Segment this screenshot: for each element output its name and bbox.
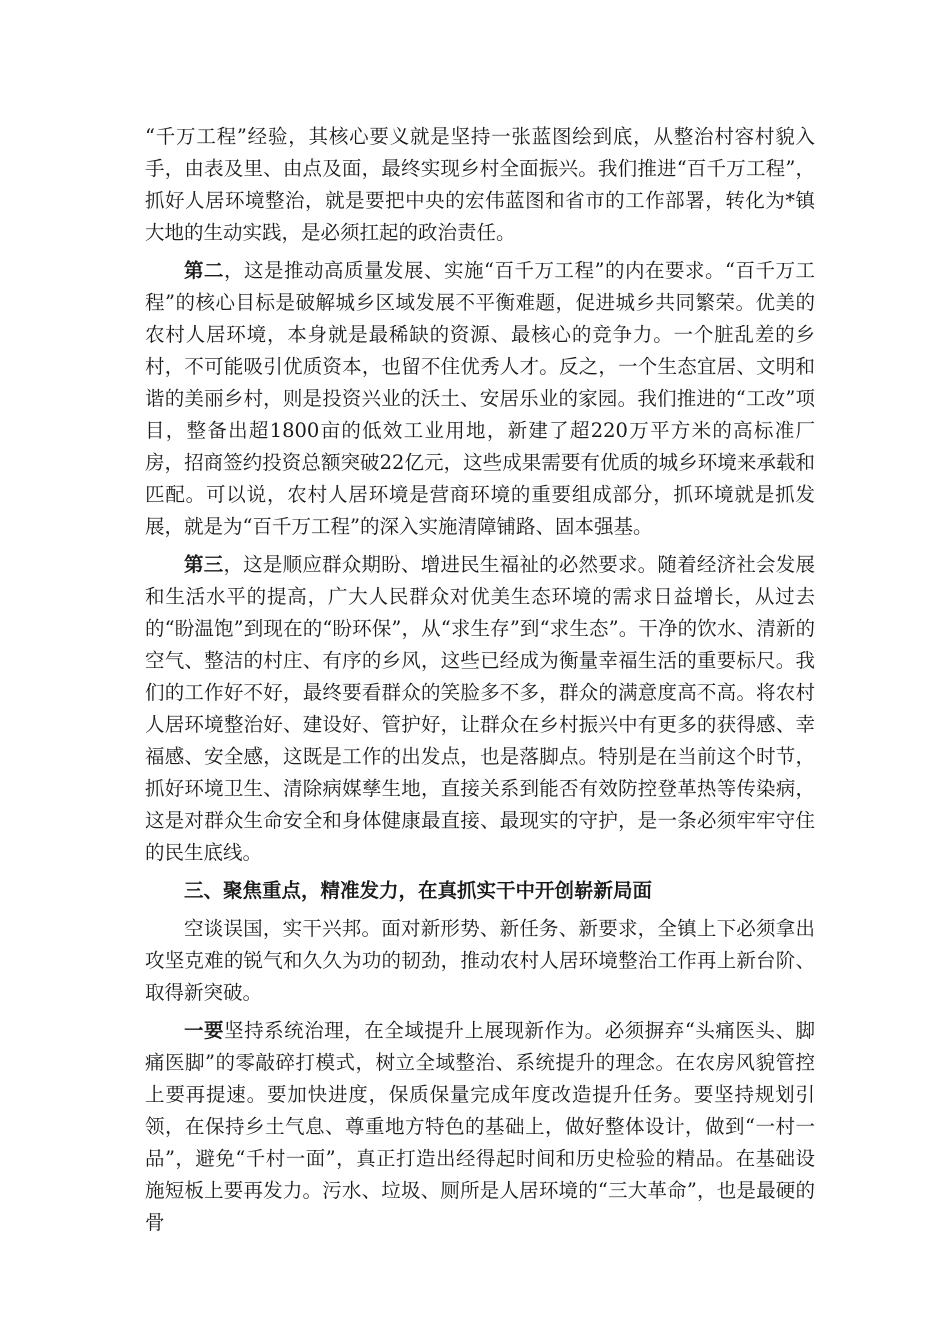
- paragraph-3-lead: 第三: [184, 553, 224, 576]
- document-page: [145, 121, 815, 1245]
- paragraph-3-text: ，这是顺应群众期盼、增进民生福祉的必然要求。随着经济社会发展和生活水平的提高，广大人民群众对优美生态环境的需求日益增长，从过去的“盼温饱”到现在的“盼环保”，从“求生存”到“求生态”。干净的饮水、清新的空气、整洁的村庄、有序的乡风，这些已经成为衡量幸福生活的重要标尺。我们的工作好不好，最终要看群众的笑脸多不多，群众的满意度高不高。将农村人居环境整治好、建设好、管护好，让群众在乡村振兴中有更多的获得感、幸福感、安全感，这既是工作的出发点，也是落脚点。特别是在当前这个时节，抓好环境卫生、清除病媒孳生地，直接关系到能否有效防控登革热等传染病，这是对群众生命安全和身体健康最直接、最现实的守护，是一条必须牢牢守住的民生底线。: [145, 553, 815, 864]
- paragraph-3: [145, 549, 815, 869]
- paragraph-2: [145, 255, 815, 543]
- paragraph-1: [145, 121, 815, 249]
- paragraph-5: [145, 1015, 815, 1239]
- paragraph-2-lead: 第二: [184, 259, 225, 282]
- paragraph-1-text: “千万工程”经验，其核心要义就是坚持一张蓝图绘到底，从整治村容村貌入手，由表及里、由点及面，最终实现乡村全面振兴。我们推进“百千万工程”，抓好人居环境整治，就是要把中央的宏伟蓝图和省市的工作部署，转化为*镇大地的生动实践，是必须扛起的政治责任。: [145, 125, 815, 244]
- paragraph-5-lead: 一要: [184, 1019, 225, 1042]
- paragraph-4-text: 空谈误国，实干兴邦。面对新形势、新任务、新要求，全镇上下必须拿出攻坚克难的锐气和久久为功的韧劲，推动农村人居环境整治工作再上新台阶、取得新突破。: [145, 917, 815, 1004]
- paragraph-2-text: ，这是推动高质量发展、实施“百千万工程”的内在要求。“百千万工程”的核心目标是破解城乡区域发展不平衡难题，促进城乡共同繁荣。优美的农村人居环境，本身就是最稀缺的资源、最核心的竞争力。一个脏乱差的乡村，不可能吸引优质资本，也留不住优秀人才。反之，一个生态宜居、文明和谐的美丽乡村，则是投资兴业的沃土、安居乐业的家园。我们推进的“工改”项目，整备出超1800亩的低效工业用地，新建了超220万平方米的高标准厂房，招商签约投资总额突破22亿元，这些成果需要有优质的城乡环境来承载和匹配。可以说，农村人居环境是营商环境的重要组成部分，抓环境就是抓发展，就是为“百千万工程”的深入实施清障铺路、固本强基。: [145, 259, 815, 538]
- paragraph-4: [145, 913, 815, 1009]
- paragraph-5-text: 坚持系统治理，在全域提升上展现新作为。必须摒弃“头痛医头、脚痛医脚”的零敲碎打模式，树立全域整治、系统提升的理念。在农房风貌管控上要再提速。要加快进度，保质保量完成年度改造提升任务。要坚持规划引领，在保持乡土气息、尊重地方特色的基础上，做好整体设计，做到“一村一品”，避免“千村一面”，真正打造出经得起时间和历史检验的精品。在基础设施短板上要再发力。污水、垃圾、厕所是人居环境的“三大革命”，也是最硬的骨: [145, 1019, 815, 1234]
- section-heading: 三、聚焦重点，精准发力，在真抓实干中开创崭新局面: [184, 879, 653, 902]
